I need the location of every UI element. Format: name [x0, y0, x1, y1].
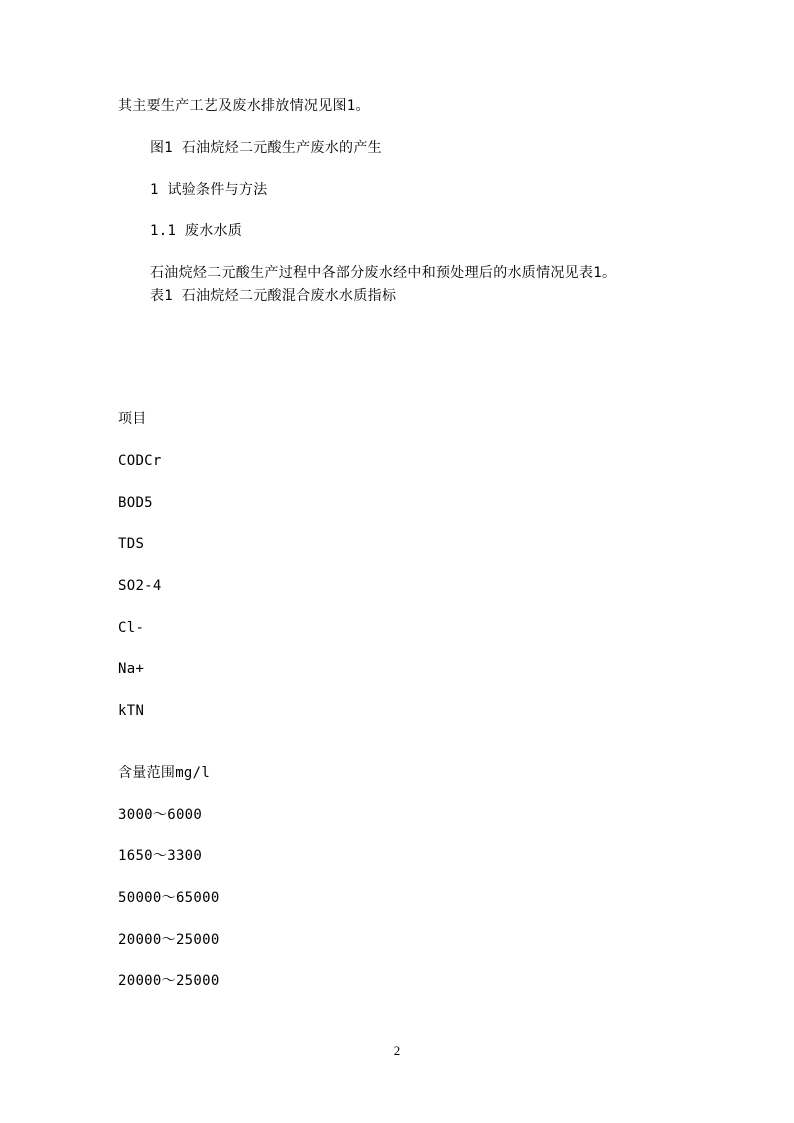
- table-item-cell: Cl-: [118, 620, 145, 636]
- table-range-header: 含量范围mg/l: [118, 765, 211, 781]
- table-item-cell: BOD5: [118, 495, 153, 511]
- table-range-cell: 50000～65000: [118, 890, 220, 906]
- table-range-cell: 3000～6000: [118, 807, 203, 823]
- table-item-cell: kTN: [118, 703, 145, 719]
- page-number: 2: [393, 1043, 401, 1058]
- figure-caption: 图1 石油烷烃二元酸生产废水的产生: [150, 140, 382, 156]
- table-caption: 表1 石油烷烃二元酸混合废水水质指标: [150, 288, 397, 304]
- intro-paragraph: 其主要生产工艺及废水排放情况见图1。: [118, 98, 370, 114]
- body-paragraph: 石油烷烃二元酸生产过程中各部分废水经中和预处理后的水质情况见表1。: [150, 265, 617, 281]
- table-item-cell: SO2-4: [118, 578, 162, 594]
- table-item-cell: CODCr: [118, 453, 162, 469]
- table-range-cell: 1650～3300: [118, 848, 203, 864]
- table-range-cell: 20000～25000: [118, 932, 220, 948]
- table-item-cell: Na+: [118, 661, 145, 677]
- table-range-cell: 20000～25000: [118, 973, 220, 989]
- section-heading-1-1: 1.1 废水水质: [150, 223, 243, 239]
- table-item-cell: TDS: [118, 536, 145, 552]
- section-heading-1: 1 试验条件与方法: [150, 182, 268, 198]
- table-item-header: 项目: [118, 411, 147, 427]
